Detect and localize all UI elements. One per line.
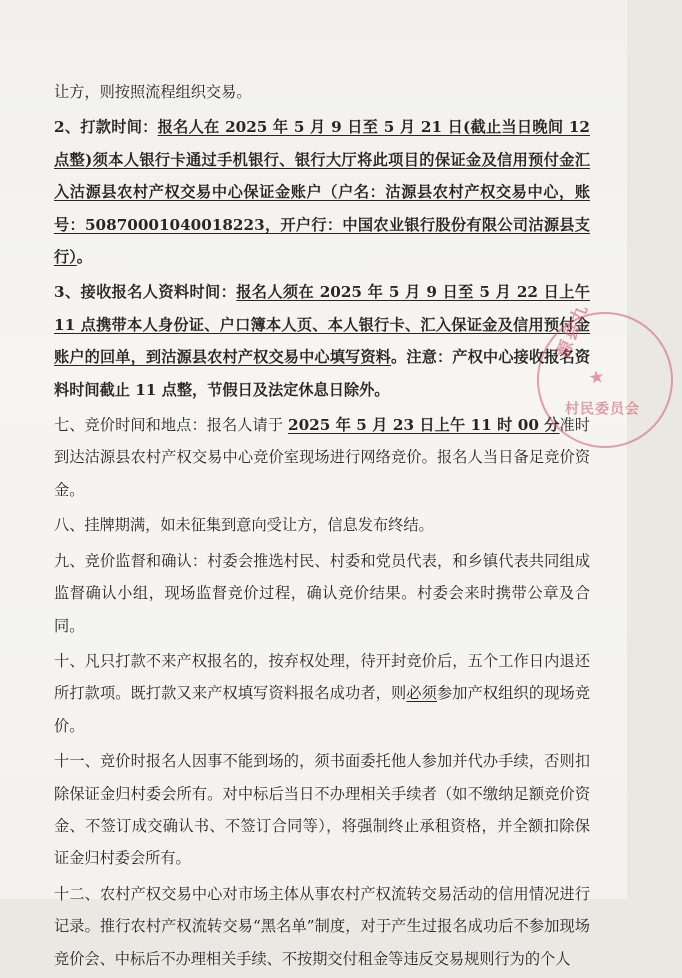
- paragraph-absence: [54, 745, 590, 875]
- paragraph-prefix: 2、打款时间：: [54, 118, 158, 137]
- paragraph-text: 十二、农村产权交易中心对市场主体从事农村产权流转交易活动的信用情况进行记录。推行农村产权流转交易“黑名单”制度，对于产生过报名成功后不参加现场竞价会、中标后不办理相关手续、不按期交付租金等违反交易规则行为的个人: [54, 884, 590, 968]
- underlined-text: 2025 年 5 月 23 日上午 11 时 00 分: [288, 416, 560, 435]
- seal-star-icon: ★: [587, 366, 607, 390]
- paragraph-suffix: 准时到达沽源县农村产权交易中心竞价室现场进行网络竞价。报名人当日备足竞价资金。: [54, 416, 590, 499]
- paragraph-suffix: 。注意：产权中心接收报名资料时间截止 11 点整，节假日及法定休息日除外。: [54, 348, 591, 399]
- paragraph-continuation: [54, 76, 590, 108]
- seal-text-top: 源县九: [553, 300, 594, 361]
- paragraph-receive-materials: [54, 276, 590, 406]
- underlined-text: 必须: [406, 684, 437, 703]
- paragraph-prefix: 十、凡只打款不来产权报名的，按弃权处理，待开封竞价后，五个工作日内退还所打款项。既打款又来产权填写资料报名成功者，则: [54, 651, 590, 703]
- paragraph-suffix: 参加产权组织的现场竞价。: [54, 684, 591, 735]
- paragraph-payment-time: [54, 111, 590, 273]
- paragraph-prefix: 七、竞价时间和地点：报名人请于: [54, 416, 289, 435]
- paragraph-text: 九、竞价监督和确认：村委会推选村民、村委和党员代表，和乡镇代表共同组成监督确认小组，现场监督竞价过程，确认竞价结果。村委会来时携带公章及合同。: [54, 551, 590, 635]
- paragraph-text: 八、挂牌期满，如未征集到意向受让方，信息发布终结。: [54, 516, 434, 535]
- paragraph-supervision: [54, 545, 590, 642]
- underlined-text: 报名人在 2025 年 5 月 9 日至 5 月 21 日(截止当日晚间 12 点整)须本人银行卡通过手机银行、银行大厅将此项目的保证金及信用预付金汇入沽源县农村产权交易中心保证金账户（户名：沽源县农村产权交易中心，账号：50870001040018223，开户行：中国农业银行股份有限公司沽源县支行）: [54, 118, 590, 267]
- paragraph-prefix: 3、接收报名人资料时间：: [54, 283, 237, 302]
- paragraph-text: 十一、竞价时报名人因事不能到场的，须书面委托他人参加并代办手续，否则扣除保证金归村委会所有。对中标后当日不办理相关手续者（如不缴纳足额竞价资金、不签订成交确认书、不签订合同等），将强制终止承租资格，并全额扣除保证金归村委会所有。: [54, 752, 590, 868]
- paragraph-bidding-time-place: [54, 409, 590, 506]
- underlined-text: 报名人须在 2025 年 5 月 9 日至 5 月 22 日上午 11 点携带本人身份证、户口簿本人页、本人银行卡、汇入保证金及信用预付金账户的回单，到沽源县农村产权交易中心填写资料: [54, 283, 590, 367]
- paragraph-listing-expiry: [54, 509, 590, 541]
- paragraph-refund: [54, 645, 590, 742]
- document-body: [54, 76, 590, 978]
- text-line: 让方，则按照流程组织交易。: [54, 83, 252, 101]
- paragraph-credit-record: [54, 878, 590, 975]
- seal-text-bottom: 村民委员会: [564, 401, 640, 418]
- paragraph-suffix: 。: [76, 248, 92, 267]
